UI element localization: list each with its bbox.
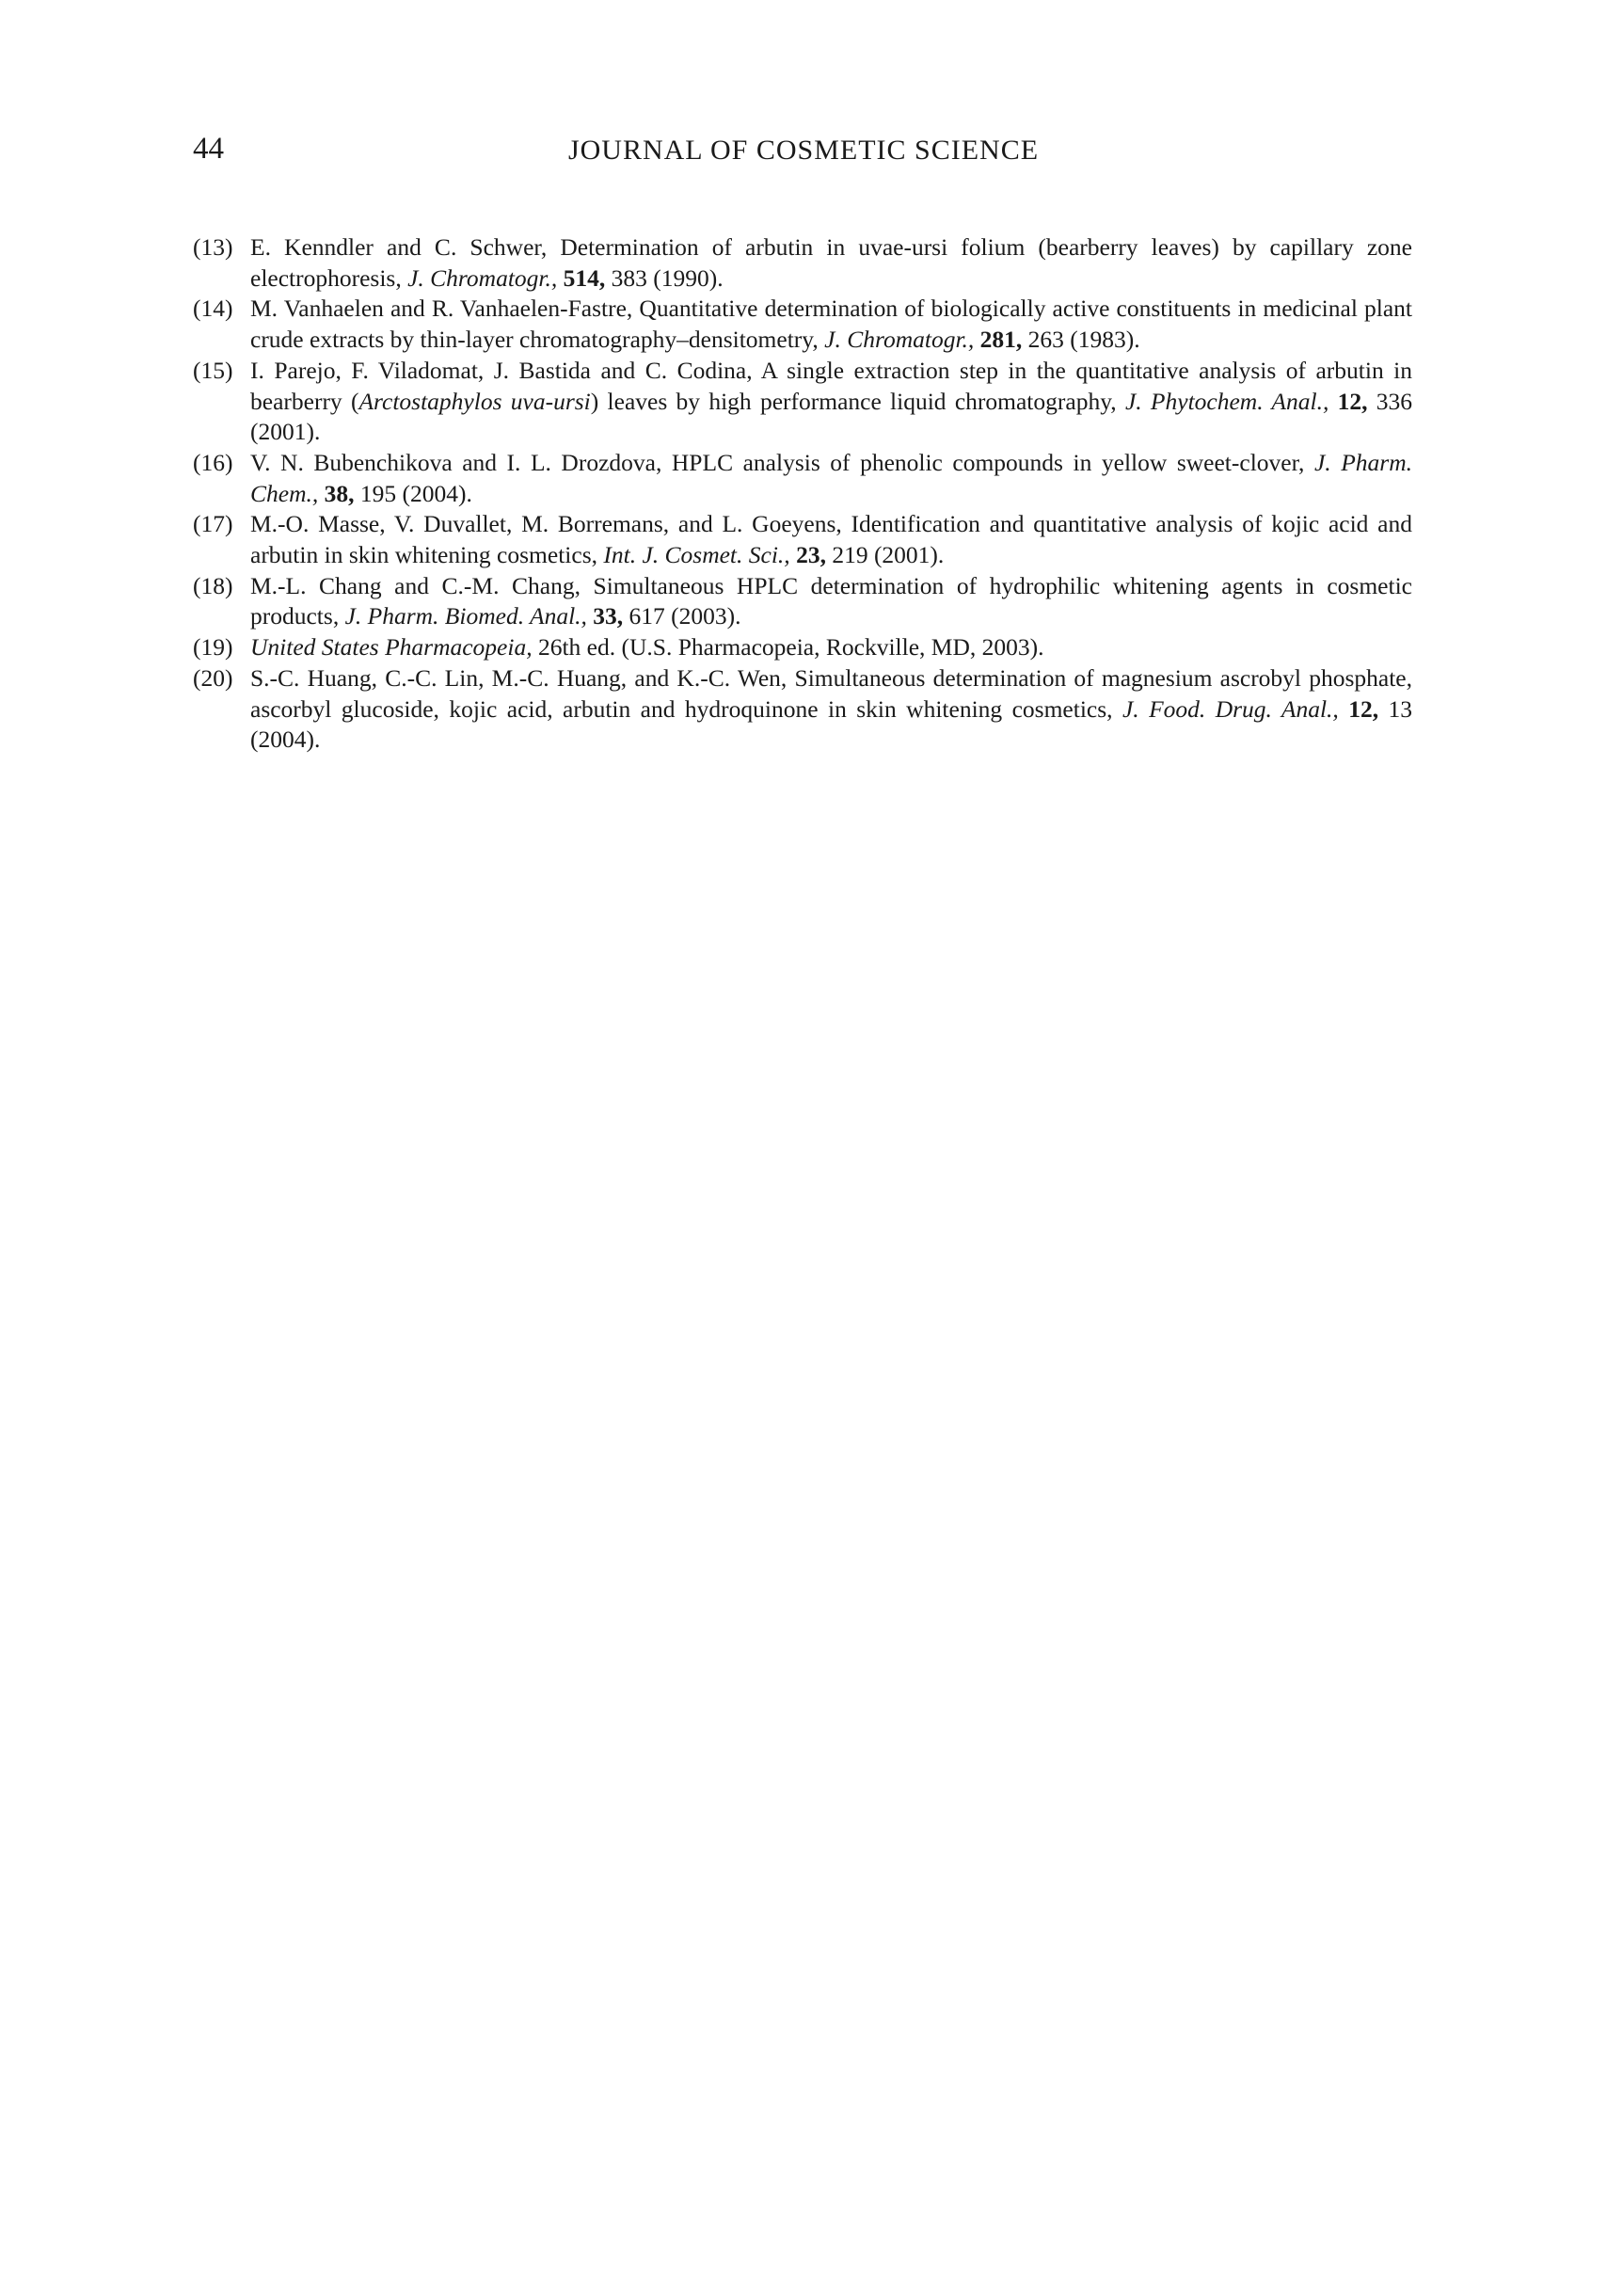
reference-journal: Int. J. Cosmet. Sci.,: [603, 541, 790, 569]
reference-journal: J. Pharm. Biomed. Anal.,: [344, 602, 587, 630]
reference-number: (13): [193, 233, 233, 261]
reference-authors: S.-C. Huang, C.-C. Lin, M.-C. Huang, and K.-C. Wen,: [250, 663, 795, 692]
reference-number: (14): [193, 295, 233, 323]
reference-20: [193, 663, 1412, 756]
reference-number: (18): [193, 571, 233, 599]
reference-journal: J. Chromatogr.,: [824, 326, 975, 354]
reference-volume: 33,: [593, 602, 624, 630]
reference-14: [193, 294, 1412, 355]
reference-19: [193, 632, 1412, 663]
reference-title: A single extraction step in the quantitative analysis of arbutin in bearberry (: [250, 356, 1412, 415]
reference-journal: United States Pharmacopeia,: [250, 633, 533, 662]
reference-volume: 23,: [796, 541, 826, 569]
reference-journal: J. Food. Drug. Anal.,: [1122, 694, 1339, 723]
reference-title: Determination of arbutin in uvae-ursi folium (bearberry leaves) by capillary zone electrophoresis,: [250, 233, 1412, 292]
reference-number: (16): [193, 448, 233, 476]
reference-title: Quantitative determination of biologically active constituents in medicinal plant crude extracts by thin-layer chromatography–densitometry,: [250, 295, 1413, 354]
reference-volume: 38,: [324, 479, 355, 507]
reference-title: HPLC analysis of phenolic compounds in yellow sweet-clover,: [671, 448, 1314, 476]
page-number: 44: [193, 132, 224, 166]
reference-title: Identification and quantitative analysis of kojic acid and arbutin in skin whitening cosmetics,: [250, 510, 1412, 569]
reference-authors: M. Vanhaelen and R. Vanhaelen-Fastre,: [250, 295, 640, 323]
reference-18: [193, 571, 1412, 632]
reference-title: Simultaneous determination of magnesium ascrobyl phosphate, ascorbyl glucoside, kojic acid, arbutin and hydroquinone in skin whitening cosmetics,: [250, 663, 1413, 723]
reference-volume: 514,: [563, 263, 606, 292]
reference-journal: J. Pharm. Chem.,: [250, 448, 1413, 507]
reference-13: [193, 232, 1412, 294]
reference-15: [193, 356, 1412, 448]
reference-pages-year: 263 (1983).: [1022, 326, 1140, 354]
reference-volume: 281,: [979, 326, 1023, 354]
reference-authors: E. Kenndler and C. Schwer,: [250, 233, 561, 261]
reference-authors: M.-O. Masse, V. Duvallet, M. Borremans, and L. Goeyens,: [250, 510, 851, 538]
running-head: JOURNAL OF COSMETIC SCIENCE: [567, 135, 1040, 166]
reference-pages-year: 13 (2004).: [250, 694, 1413, 754]
reference-journal: J. Chromatogr.,: [407, 263, 558, 292]
reference-pages-year: 195 (2004).: [354, 479, 472, 507]
reference-pages-year: 336 (2001).: [250, 387, 1413, 446]
reference-authors: M.-L. Chang and C.-M. Chang,: [250, 571, 594, 599]
reference-volume: 12,: [1337, 387, 1368, 415]
reference-volume: 12,: [1348, 694, 1379, 723]
reference-pages-year: 383 (1990).: [605, 263, 724, 292]
reference-title-species: Arctostaphylos uva-ursi: [358, 387, 591, 415]
reference-number: (15): [193, 356, 233, 384]
reference-17: [193, 509, 1412, 570]
reference-authors: I. Parejo, F. Viladomat, J. Bastida and C. Codina,: [250, 356, 761, 384]
reference-list: [193, 232, 1412, 756]
reference-16: [193, 448, 1412, 509]
reference-title: Simultaneous HPLC determination of hydrophilic whitening agents in cosmetic products,: [250, 571, 1412, 630]
reference-authors: V. N. Bubenchikova and I. L. Drozdova,: [250, 448, 672, 476]
reference-pages-year: 219 (2001).: [825, 541, 945, 569]
reference-journal: J. Phytochem. Anal.,: [1124, 387, 1329, 415]
reference-number: (20): [193, 663, 233, 692]
reference-title-end: ) leaves by high performance liquid chromatography,: [590, 387, 1125, 415]
reference-pages-year: 26th ed. (U.S. Pharmacopeia, Rockville, MD, 2003).: [532, 633, 1044, 662]
reference-number: (19): [193, 633, 233, 662]
reference-pages-year: 617 (2003).: [623, 602, 741, 630]
reference-number: (17): [193, 510, 233, 538]
